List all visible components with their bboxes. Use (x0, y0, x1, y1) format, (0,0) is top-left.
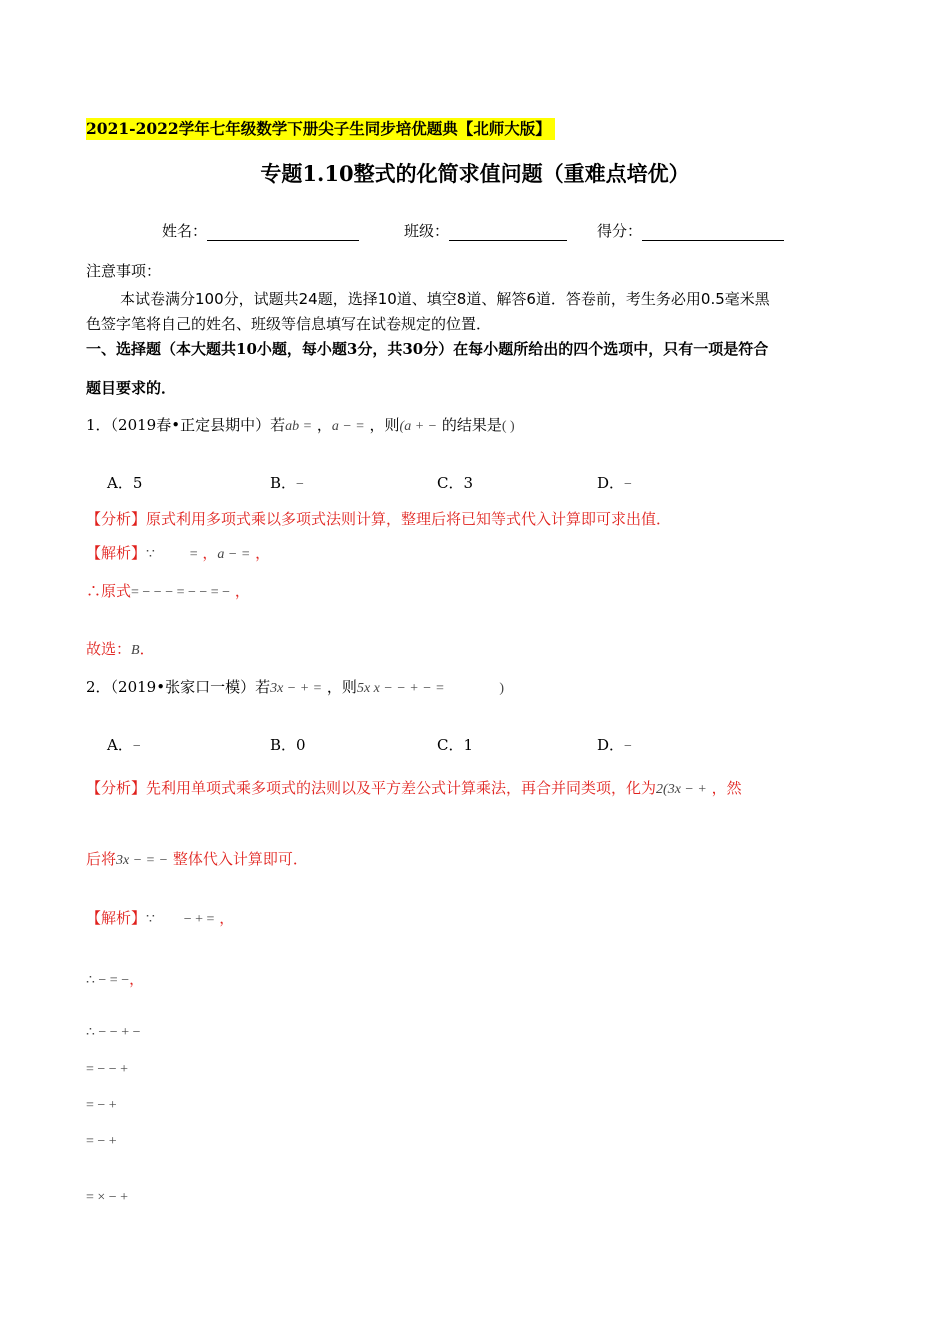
math-expression: ∴ − = − (86, 973, 130, 988)
question-2 (86, 676, 504, 697)
class-blank[interactable] (449, 226, 567, 241)
notice-heading: 注意事项： (86, 262, 162, 280)
math-expression: 3x − = − (116, 853, 169, 868)
math-expression: (a + − (399, 419, 438, 434)
name-field (162, 220, 359, 241)
option-d[interactable] (597, 472, 632, 493)
option-label: B． (270, 474, 297, 492)
answer-paren: ( ) (501, 419, 515, 434)
question-text: ，则 (326, 678, 357, 696)
question-source: （2019春•正定县期中）若 (110, 416, 286, 434)
option-value: − (296, 477, 304, 492)
because-symbol: ∵ (146, 912, 155, 927)
score-blank[interactable] (642, 226, 784, 241)
math-expression: 2(3x − + (656, 782, 707, 797)
solution-2-step-2: ∴ − − + − (86, 1025, 141, 1040)
question-text: ，则 (369, 416, 400, 434)
option-label: D． (597, 474, 625, 492)
solution-tag: 【解析】 (86, 544, 147, 562)
punctuation: ， (316, 416, 332, 434)
solution-tag: 【解析】 (86, 909, 147, 927)
option-value: − (132, 739, 141, 754)
math-expression: = − − − = − − = − (131, 585, 231, 600)
option-value: − (624, 477, 632, 492)
punctuation: ． (139, 640, 155, 658)
option-a[interactable] (107, 734, 141, 755)
option-label: D． (597, 736, 625, 754)
solution-2 (86, 907, 234, 928)
notice-line-2: 色签字笔将自己的姓名、班级等信息填写在试卷规定的位置． (86, 315, 492, 333)
option-b[interactable] (270, 472, 304, 493)
analysis-text: 先利用单项式乘多项式的法则以及平方差公式计算乘法，再合并同类项，化为 (146, 779, 657, 797)
analysis-2-line-2 (86, 848, 308, 869)
punctuation: ， (255, 544, 271, 562)
answer-paren: ) (499, 681, 505, 696)
score-field (597, 220, 784, 241)
section-heading-line-1: 一、选择题（本大题共10小题，每小题3分，共30分）在每小题所给出的四个选项中，只有一项是符合 (86, 340, 769, 358)
solution-2-step-1 (86, 968, 144, 989)
option-b[interactable]: B．0 (270, 736, 306, 754)
question-text: 的结果是 (441, 416, 502, 434)
math-expression: − + = (183, 912, 215, 927)
solution-1 (86, 542, 270, 563)
option-c[interactable]: C．1 (437, 736, 474, 754)
question-number: 2． (86, 678, 111, 696)
class-field (404, 220, 567, 241)
math-expression: = (189, 547, 198, 562)
math-expression: 3x − + = (270, 681, 323, 696)
analysis-2 (86, 777, 742, 798)
option-a[interactable]: A．5 (107, 474, 143, 492)
option-d[interactable] (597, 734, 632, 755)
option-label: A． (107, 736, 133, 754)
math-expression: ab = (285, 419, 313, 434)
document-banner: 2021-2022学年七年级数学下册尖子生同步培优题典【北师大版】 (86, 118, 555, 140)
solution-2-step-6: = × − + (86, 1190, 129, 1205)
analysis-tag: 【分析】 (86, 510, 147, 528)
question-number: 1． (86, 416, 111, 434)
option-value: − (624, 739, 632, 754)
answer-1 (86, 638, 155, 659)
solution-1-therefore (86, 580, 250, 601)
math-expression: a − = (217, 547, 251, 562)
therefore-label: ∴原式 (86, 582, 132, 600)
solution-2-step-3: = − − + (86, 1062, 129, 1077)
punctuation: ， (234, 582, 250, 600)
question-1 (86, 414, 515, 435)
analysis-text: 原式利用多项式乘以多项式法则计算，整理后将已知等式代入计算即可求出值． (146, 510, 672, 528)
option-c[interactable]: C．3 (437, 474, 474, 492)
name-blank[interactable] (207, 226, 359, 241)
because-symbol: ∵ (146, 547, 155, 562)
solution-2-step-4: = − + (86, 1098, 117, 1113)
analysis-text: ，然 (711, 779, 742, 797)
punctuation: ， (129, 970, 145, 988)
analysis-1 (86, 508, 671, 529)
name-label: 姓名： (162, 222, 208, 240)
question-source: （2019•张家口一模）若 (110, 678, 271, 696)
math-expression: a − = (331, 419, 365, 434)
notice-line-1: 本试卷满分100分，试题共24题，选择10道、填空8道、解答6道．答卷前，考生务必用0.5毫米黑 (120, 290, 770, 308)
class-label: 班级： (404, 222, 450, 240)
math-expression: 5x x − − + − = (356, 681, 445, 696)
answer-value: B (131, 643, 140, 658)
analysis-tag: 【分析】 (86, 779, 147, 797)
analysis-text: 后将 (86, 850, 117, 868)
solution-2-step-5: = − + (86, 1134, 117, 1149)
score-label: 得分： (597, 222, 643, 240)
analysis-text: 整体代入计算即可． (172, 850, 308, 868)
section-heading-line-2: 题目要求的． (86, 379, 177, 397)
punctuation: ， (202, 544, 218, 562)
punctuation: ， (219, 909, 235, 927)
answer-label: 故选： (86, 640, 132, 658)
page-title: 专题1.10整式的化简求值问题（重难点培优） (260, 161, 690, 186)
